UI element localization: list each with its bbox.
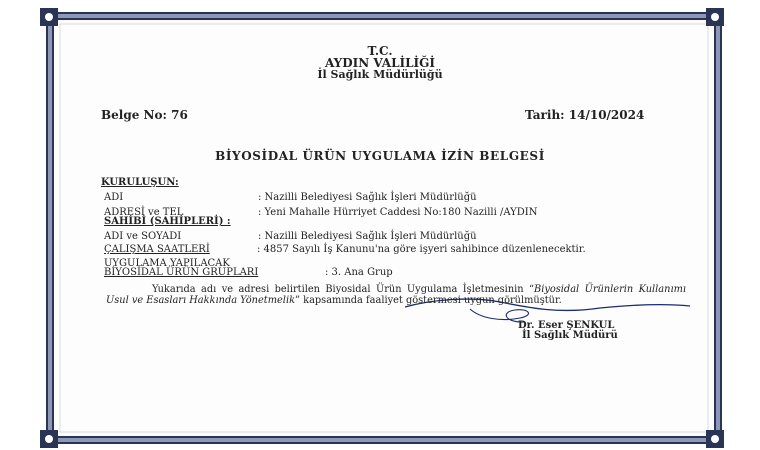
paragraph-regulation: Biyosidal Ürünlerin Kullanımı Usul ve Esasları Hakkında Yönetmelik <box>106 284 686 306</box>
field-label-applied: UYGULAMA YAPILACAK <box>104 258 230 269</box>
signatory-title: İl Sağlık Müdürü <box>522 330 618 341</box>
field-value-product-groups: : 3. Ana Grup <box>325 267 393 278</box>
header-directorate: İl Sağlık Müdürlüğü <box>317 68 443 81</box>
field-value-name: : Nazilli Belediyesi Sağlık İşleri Müdürlüğü <box>258 192 477 203</box>
field-label-fullname: ADI ve SOYADI <box>104 231 182 242</box>
document-date: Tarih: 14/10/2024 <box>525 108 645 122</box>
document-number: Belge No: 76 <box>101 108 188 122</box>
field-label-product-groups: BİYOSİDAL ÜRÜN GRUPLARI <box>104 267 259 278</box>
field-value-hours: : 4857 Sayılı İş Kanunu'na göre işyeri sahibince düzenlenecektir. <box>257 244 586 255</box>
field-label-owners: SAHİBİ (SAHİPLERİ) : <box>104 216 231 227</box>
document-title: BİYOSİDAL ÜRÜN UYGULAMA İZİN BELGESİ <box>215 149 545 163</box>
signatory-name: Dr. Eser ŞENKUL <box>518 320 615 331</box>
field-label-name: ADI <box>104 192 124 203</box>
paragraph-text-1: Yukarıda adı ve adresi belirtilen Biyosidal Ürün Uygulama İşletmesinin “ <box>152 284 534 295</box>
field-label-address: ADRESİ ve TEL <box>104 207 184 218</box>
paragraph-text-2: ” kapsamında faaliyet göstermesi uygun görülmüştür. <box>295 295 562 306</box>
approval-paragraph <box>106 284 686 306</box>
field-value-address: : Yeni Mahalle Hürriyet Caddesi No:180 Nazilli /AYDIN <box>258 207 538 218</box>
field-label-hours: ÇALIŞMA SAATLERİ <box>104 244 210 255</box>
section-heading: KURULUŞUN: <box>101 177 179 188</box>
header-tc: T.C. <box>367 44 393 58</box>
field-value-fullname: : Nazilli Belediyesi Sağlık İşleri Müdürlüğü <box>258 231 477 242</box>
header-governorship: AYDIN VALİLİĞİ <box>324 56 436 70</box>
